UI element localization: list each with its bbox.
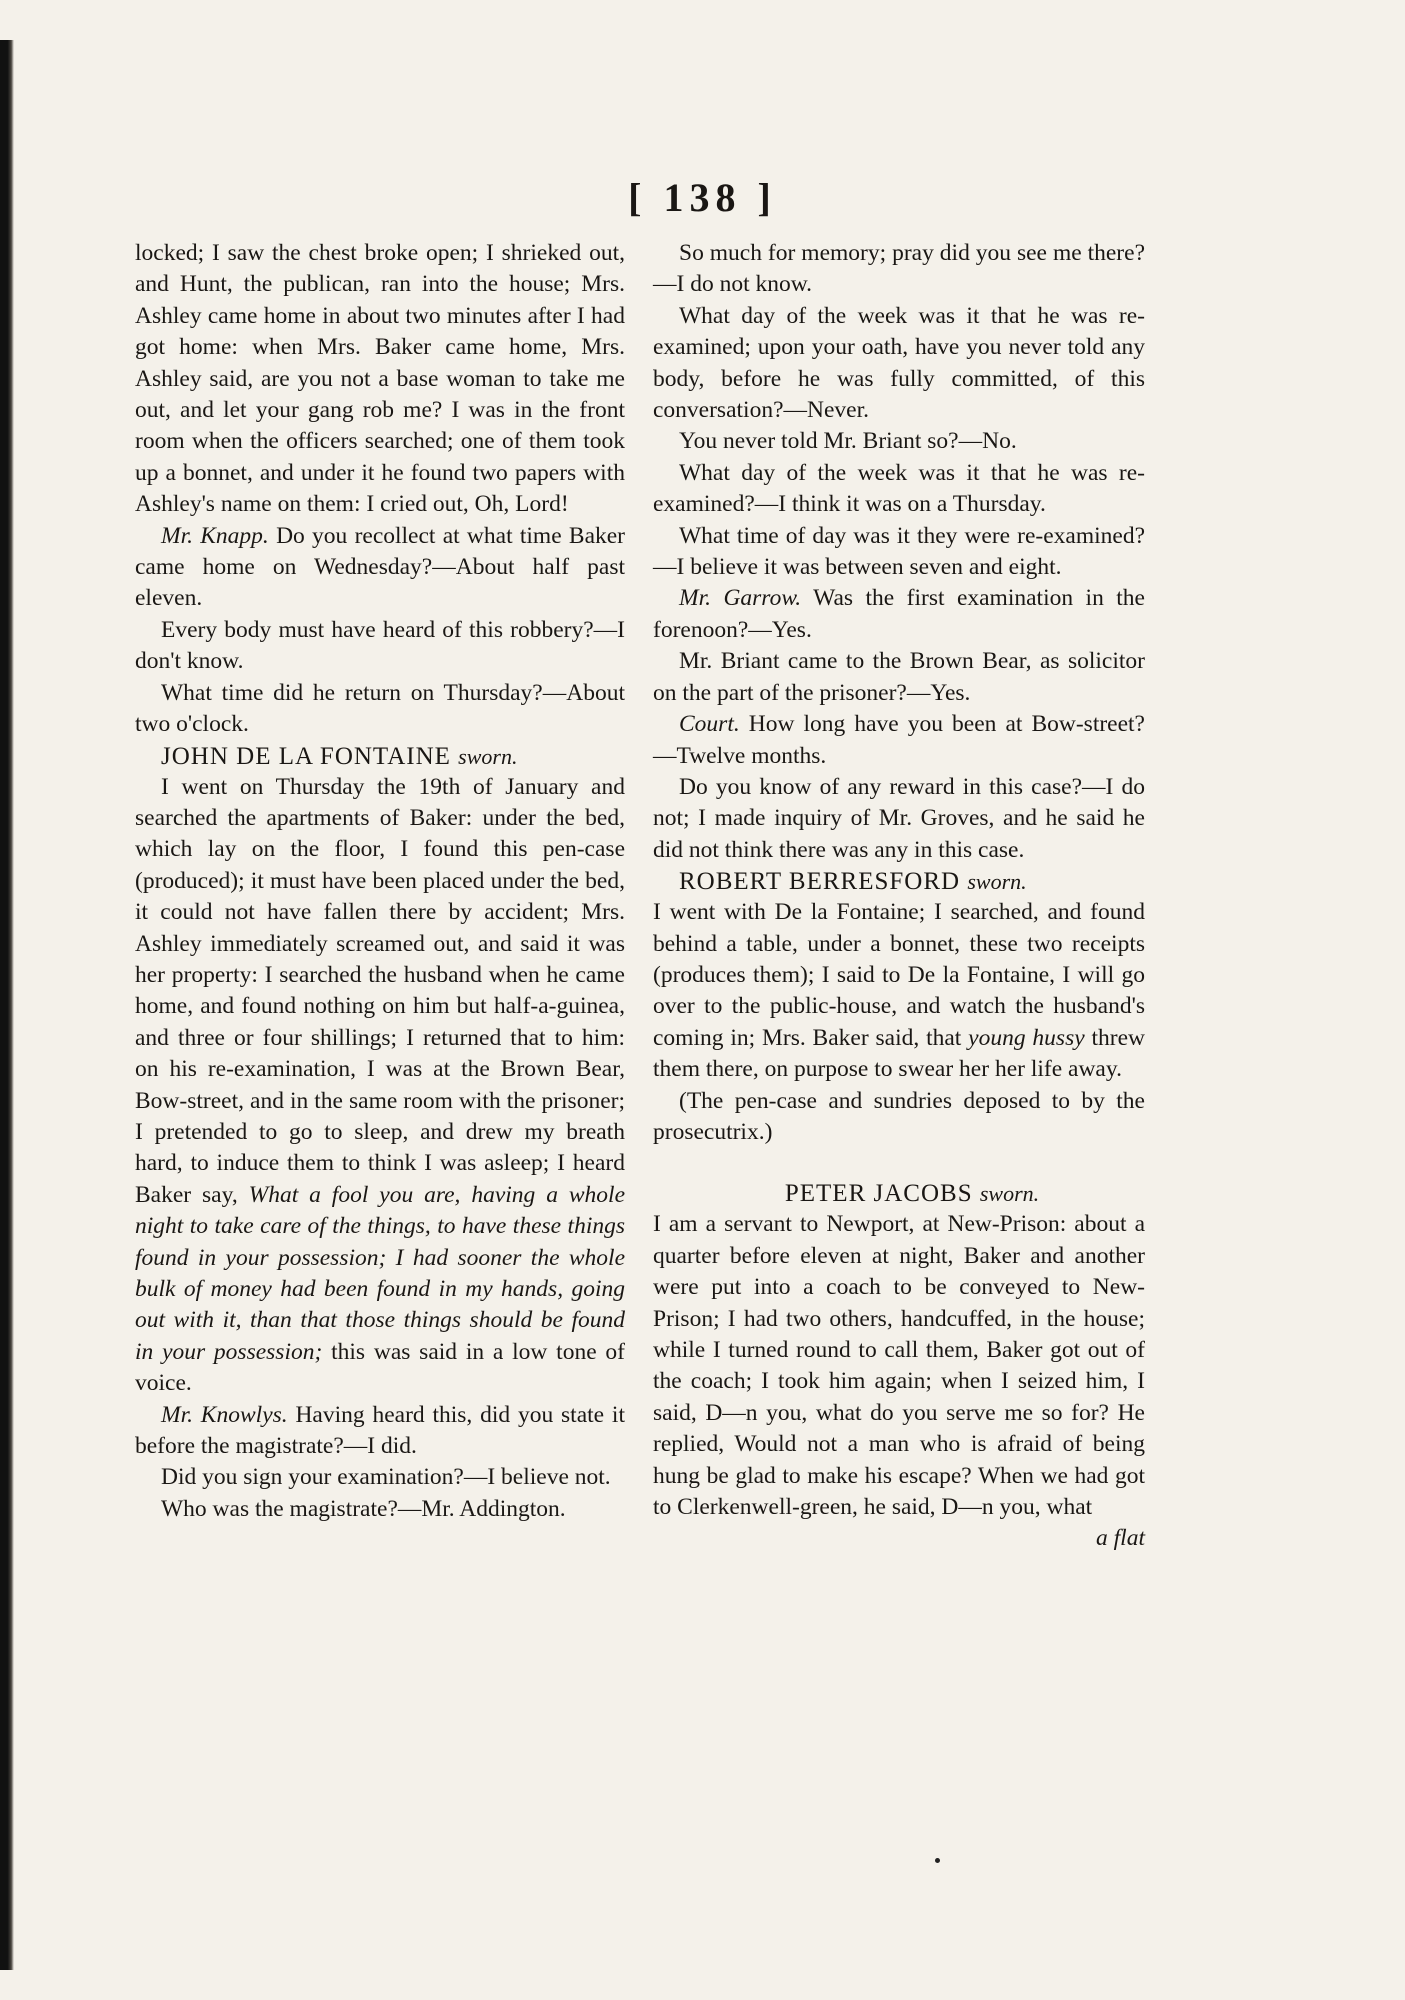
paragraph-text: Having heard this, did you state it before the magistrate?—I did.	[135, 1401, 625, 1460]
paragraph	[135, 772, 625, 1400]
page-number: [ 138 ]	[628, 175, 777, 220]
page-binding-edge	[0, 40, 14, 1970]
sworn-label: sworn.	[979, 1181, 1040, 1207]
paragraph-text: I went with De la Fontaine; I searched, and found behind a table, under a bonnet, these two receipts (produces them); I said to De la Fontaine, I will go over to the public-house, and watch the husband's coming in; Mrs. Baker said, that	[653, 899, 1145, 1051]
speaker-label: Mr. Garrow.	[679, 585, 802, 612]
paragraph-text: threw them there, on purpose to swear her her life away.	[653, 1024, 1146, 1083]
sworn-label: sworn.	[458, 743, 518, 769]
witness-name: ROBERT BERRESFORD	[679, 868, 961, 896]
paragraph: Do you know of any reward in this case?—I do not; I made inquiry of Mr. Groves, and he said he did not think there was any in this case.	[653, 773, 1145, 863]
paragraph-text: Do you recollect at what time Baker came home on Wednesday?—About half past eleven.	[135, 522, 626, 612]
witness-heading	[653, 866, 1145, 897]
paragraph	[653, 897, 1145, 1085]
paragraph: So much for memory; pray did you see me there?—I do not know.	[653, 240, 1145, 298]
quoted-speech: young hussy	[968, 1024, 1085, 1051]
paragraph: You never told Mr. Briant so?—No.	[679, 428, 1017, 455]
left-column	[135, 238, 625, 1525]
paragraph: I am a servant to Newport, at New-Prison: about a quarter before eleven at night, Baker and another were put into a coach to be conveyed to New-Prison; I had two others, handcuffed, in the house; while I turned round to call them, Baker got out of the coach; I took him again; when I seized him, I said, D—n you, what do you serve me so for? He replied, Would not a man who is afraid of being hung be glad to make his escape? When we had got to Clerkenwell-green, he said, D—n you, what	[653, 1211, 1145, 1521]
right-column	[653, 238, 1145, 1555]
witness-heading	[135, 741, 625, 772]
witness-name: PETER JACOBS	[784, 1180, 973, 1208]
paragraph: locked; I saw the chest broke open; I shrieked out, and Hunt, the publican, ran into the house; Mrs. Ashley came home in about two minutes after I had got home: when Mrs. Baker came home, Mrs. Ashley said, are you not a base woman to take me out, and let your gang rob me? I was in the front room when the officers searched; one of them took up a bonnet, and under it he found two papers with Ashley's name on them: I cried out, Oh, Lord!	[135, 240, 625, 518]
paragraph: What day of the week was it that he was re-examined; upon your oath, have you never told any body, before he was fully committed, of this conversation?—Never.	[653, 302, 1145, 424]
paragraph-text: Was the first examination in the forenoon?—Yes.	[653, 585, 1145, 643]
paragraph	[653, 709, 1145, 772]
ink-speck	[935, 1858, 940, 1863]
paragraph-text: this was said in a low tone of voice.	[135, 1338, 625, 1397]
paragraph	[653, 583, 1145, 646]
catchword: a flat	[1096, 1525, 1145, 1552]
paragraph: Mr. Briant came to the Brown Bear, as solicitor on the part of the prisoner?—Yes.	[653, 648, 1145, 706]
speaker-label: Mr. Knapp.	[161, 522, 269, 549]
paragraph-text: I went on Thursday the 19th of January and searched the apartments of Baker: under the bed, which lay on the floor, I found this pen-case (produced); it must have been placed under the bed, it could not have fallen there by accident; Mrs. Ashley immediately screamed out, and said it was her property: I searched the husband when he came home, and found nothing on him but half-a-guinea, and three or four shillings; I returned that to him: on his re-examination, I was at the Brown Bear, Bow-street, and in the same room with the prisoner; I pretended to go to sleep, and drew my breath hard, to induce them to think I was asleep; I heard Baker say,	[135, 773, 625, 1208]
witness-heading	[653, 1178, 1145, 1209]
speaker-label: Mr. Knowlys.	[161, 1401, 288, 1428]
paragraph-text: How long have you been at Bow-street?—Twelve months.	[653, 711, 1145, 769]
paragraph: What time of day was it they were re-examined?—I believe it was between seven and eight.	[653, 522, 1145, 581]
witness-name: JOHN DE LA FONTAINE	[161, 742, 451, 770]
paragraph: What time did he return on Thursday?—About two o'clock.	[135, 679, 625, 738]
paragraph: Every body must have heard of this robbery?—I don't know.	[135, 616, 625, 675]
quoted-speech: What a fool you are, having a whole night to take care of the things, to have these things found in your possession; I had sooner the whole bulk of money had been found in my hands, going out with it, than that those things should be found in your possession;	[135, 1181, 626, 1365]
paragraph: Who was the magistrate?—Mr. Addington.	[161, 1495, 566, 1522]
paragraph	[135, 1400, 625, 1463]
speaker-label: Court.	[679, 711, 740, 738]
paragraph: What day of the week was it that he was re-examined?—I think it was on a Thursday.	[653, 459, 1145, 518]
paragraph: Did you sign your examination?—I believe not.	[161, 1464, 611, 1491]
paragraph: (The pen-case and sundries deposed to by the prosecutrix.)	[653, 1087, 1145, 1145]
sworn-label: sworn.	[967, 869, 1027, 895]
paragraph	[135, 521, 625, 615]
